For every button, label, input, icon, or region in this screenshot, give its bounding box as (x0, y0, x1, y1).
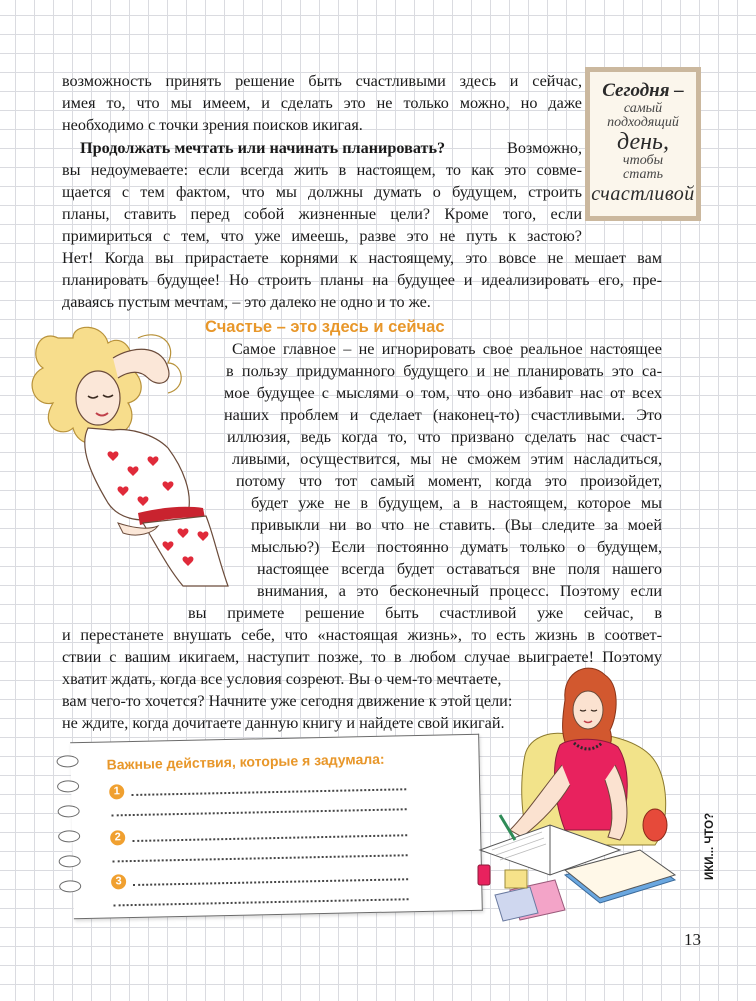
spiral-ring (58, 830, 80, 842)
writing-woman-illustration (470, 655, 685, 940)
body-line: привыкли ни во что не ставить. (Вы следите за моей (251, 516, 662, 534)
chapter-side-label: ИКИ... ЧТО? (704, 812, 716, 880)
body-line: планы, ставить перед собой жизненные цели? Кроме того, если (62, 205, 582, 223)
question-bold: Продолжать мечтать или начинать планировать? (80, 139, 446, 157)
spiral-ring (57, 780, 79, 792)
spiral-ring (56, 755, 78, 767)
stretching-woman-illustration (18, 318, 243, 588)
action-line-3b[interactable] (114, 898, 409, 906)
action-number-1: 1 (109, 784, 124, 799)
body-line: даваясь пустым мечтам, – это далеко не одно и то же. (62, 293, 431, 311)
spiral-ring (59, 880, 81, 892)
quote-line-7: счастливой (591, 183, 695, 205)
action-number-3: 3 (111, 874, 126, 889)
quote-line-3: подходящий (607, 115, 679, 130)
body-line: не ждите, когда дочитаете данную книгу и найдете свой икигай. (62, 714, 505, 732)
body-line: вы недоумеваете: если всегда жить в настоящем, то как это совме- (62, 161, 582, 179)
body-line: наших проблем и сделает (наконец-то) счастливыми. Это (224, 406, 662, 424)
quote-box (585, 67, 701, 221)
body-line: вам чего-то хочется? Начните уже сегодня движение к этой цели: (62, 692, 513, 710)
body-line: в пользу придуманного будущего и не планировать это са- (226, 362, 662, 380)
section-heading: Счастье – это здесь и сейчас (205, 318, 445, 336)
action-line-1b[interactable] (112, 808, 407, 816)
quote-inner (590, 72, 696, 216)
body-line: будет уже не в будущем, а в настоящем, которое мы (251, 494, 662, 512)
action-number-2: 2 (110, 830, 125, 845)
body-line: мое будущее с мыслями о том, что оно избавит нас от всех (224, 384, 662, 402)
quote-line-2: самый (623, 101, 663, 116)
body-line: вы примете решение быть счастливой уже сейчас, в (188, 604, 662, 622)
spiral-ring (59, 855, 81, 867)
body-line: щается с тем фактом, что мы должны думать о будущем, строить (62, 183, 582, 201)
body-line: примириться с тем, что уже имеешь, разве это не путь к застою? (62, 227, 582, 245)
body-line: и перестанете внушать себе, что «настоящая жизнь», то есть жизнь в соответ- (62, 626, 662, 644)
spiral-ring (58, 805, 80, 817)
action-line-1[interactable] (131, 788, 406, 796)
body-line: внимания, а это бесконечный процесс. Поэтому если (257, 582, 662, 600)
action-line-2b[interactable] (113, 854, 408, 862)
body-line: Самое главное – не игнорировать свое реальное настоящее (232, 340, 662, 358)
action-line-2[interactable] (132, 834, 407, 842)
body-line: имея то, что мы имеем, и сделать это не только можно, но даже (62, 94, 582, 112)
body-line: возможность принять решение быть счастливыми здесь и сейчас, (62, 72, 582, 90)
action-notepad (70, 734, 483, 920)
body-line: ствии с вашим икигаем, наступит позже, то в любом случае выиграете! Поэтому (62, 648, 662, 666)
quote-line-5: чтобы (622, 153, 664, 168)
body-line: планировать будущее! Но строить планы на будущее и идеализировать его, пре- (62, 271, 662, 289)
body-line: потому что тот самый момент, когда это произойдет, (236, 472, 662, 490)
question-line (80, 137, 582, 159)
quote-line-6: стать (623, 167, 663, 182)
question-rest: Возможно, (507, 139, 582, 157)
action-line-3[interactable] (133, 878, 408, 886)
body-line: Нет! Когда вы прирастаете корнями к настоящему, это вовсе не мешает вам (62, 249, 662, 267)
quote-line-1: Сегодня – (602, 80, 684, 101)
body-line: необходимо с точки зрения поисков икигая. (62, 116, 363, 134)
notepad-title: Важные действия, которые я задумала: (106, 750, 385, 773)
body-line: мыслью?) Если постоянно думать только о будущем, (251, 538, 662, 556)
quote-line-4: день, (617, 129, 669, 155)
body-line: настоящее всегда будет оставаться вне поля нашего (257, 560, 662, 578)
page-number: 13 (684, 930, 701, 949)
body-line: иллюзия, ведь когда то, что призвано сделать нас счаст- (227, 428, 662, 446)
body-line: хватит ждать, когда все условия созреют. Вы о чем-то мечтаете, (62, 670, 502, 688)
body-line: ливыми, осуществится, мы не сможем этим насладиться, (232, 450, 662, 468)
